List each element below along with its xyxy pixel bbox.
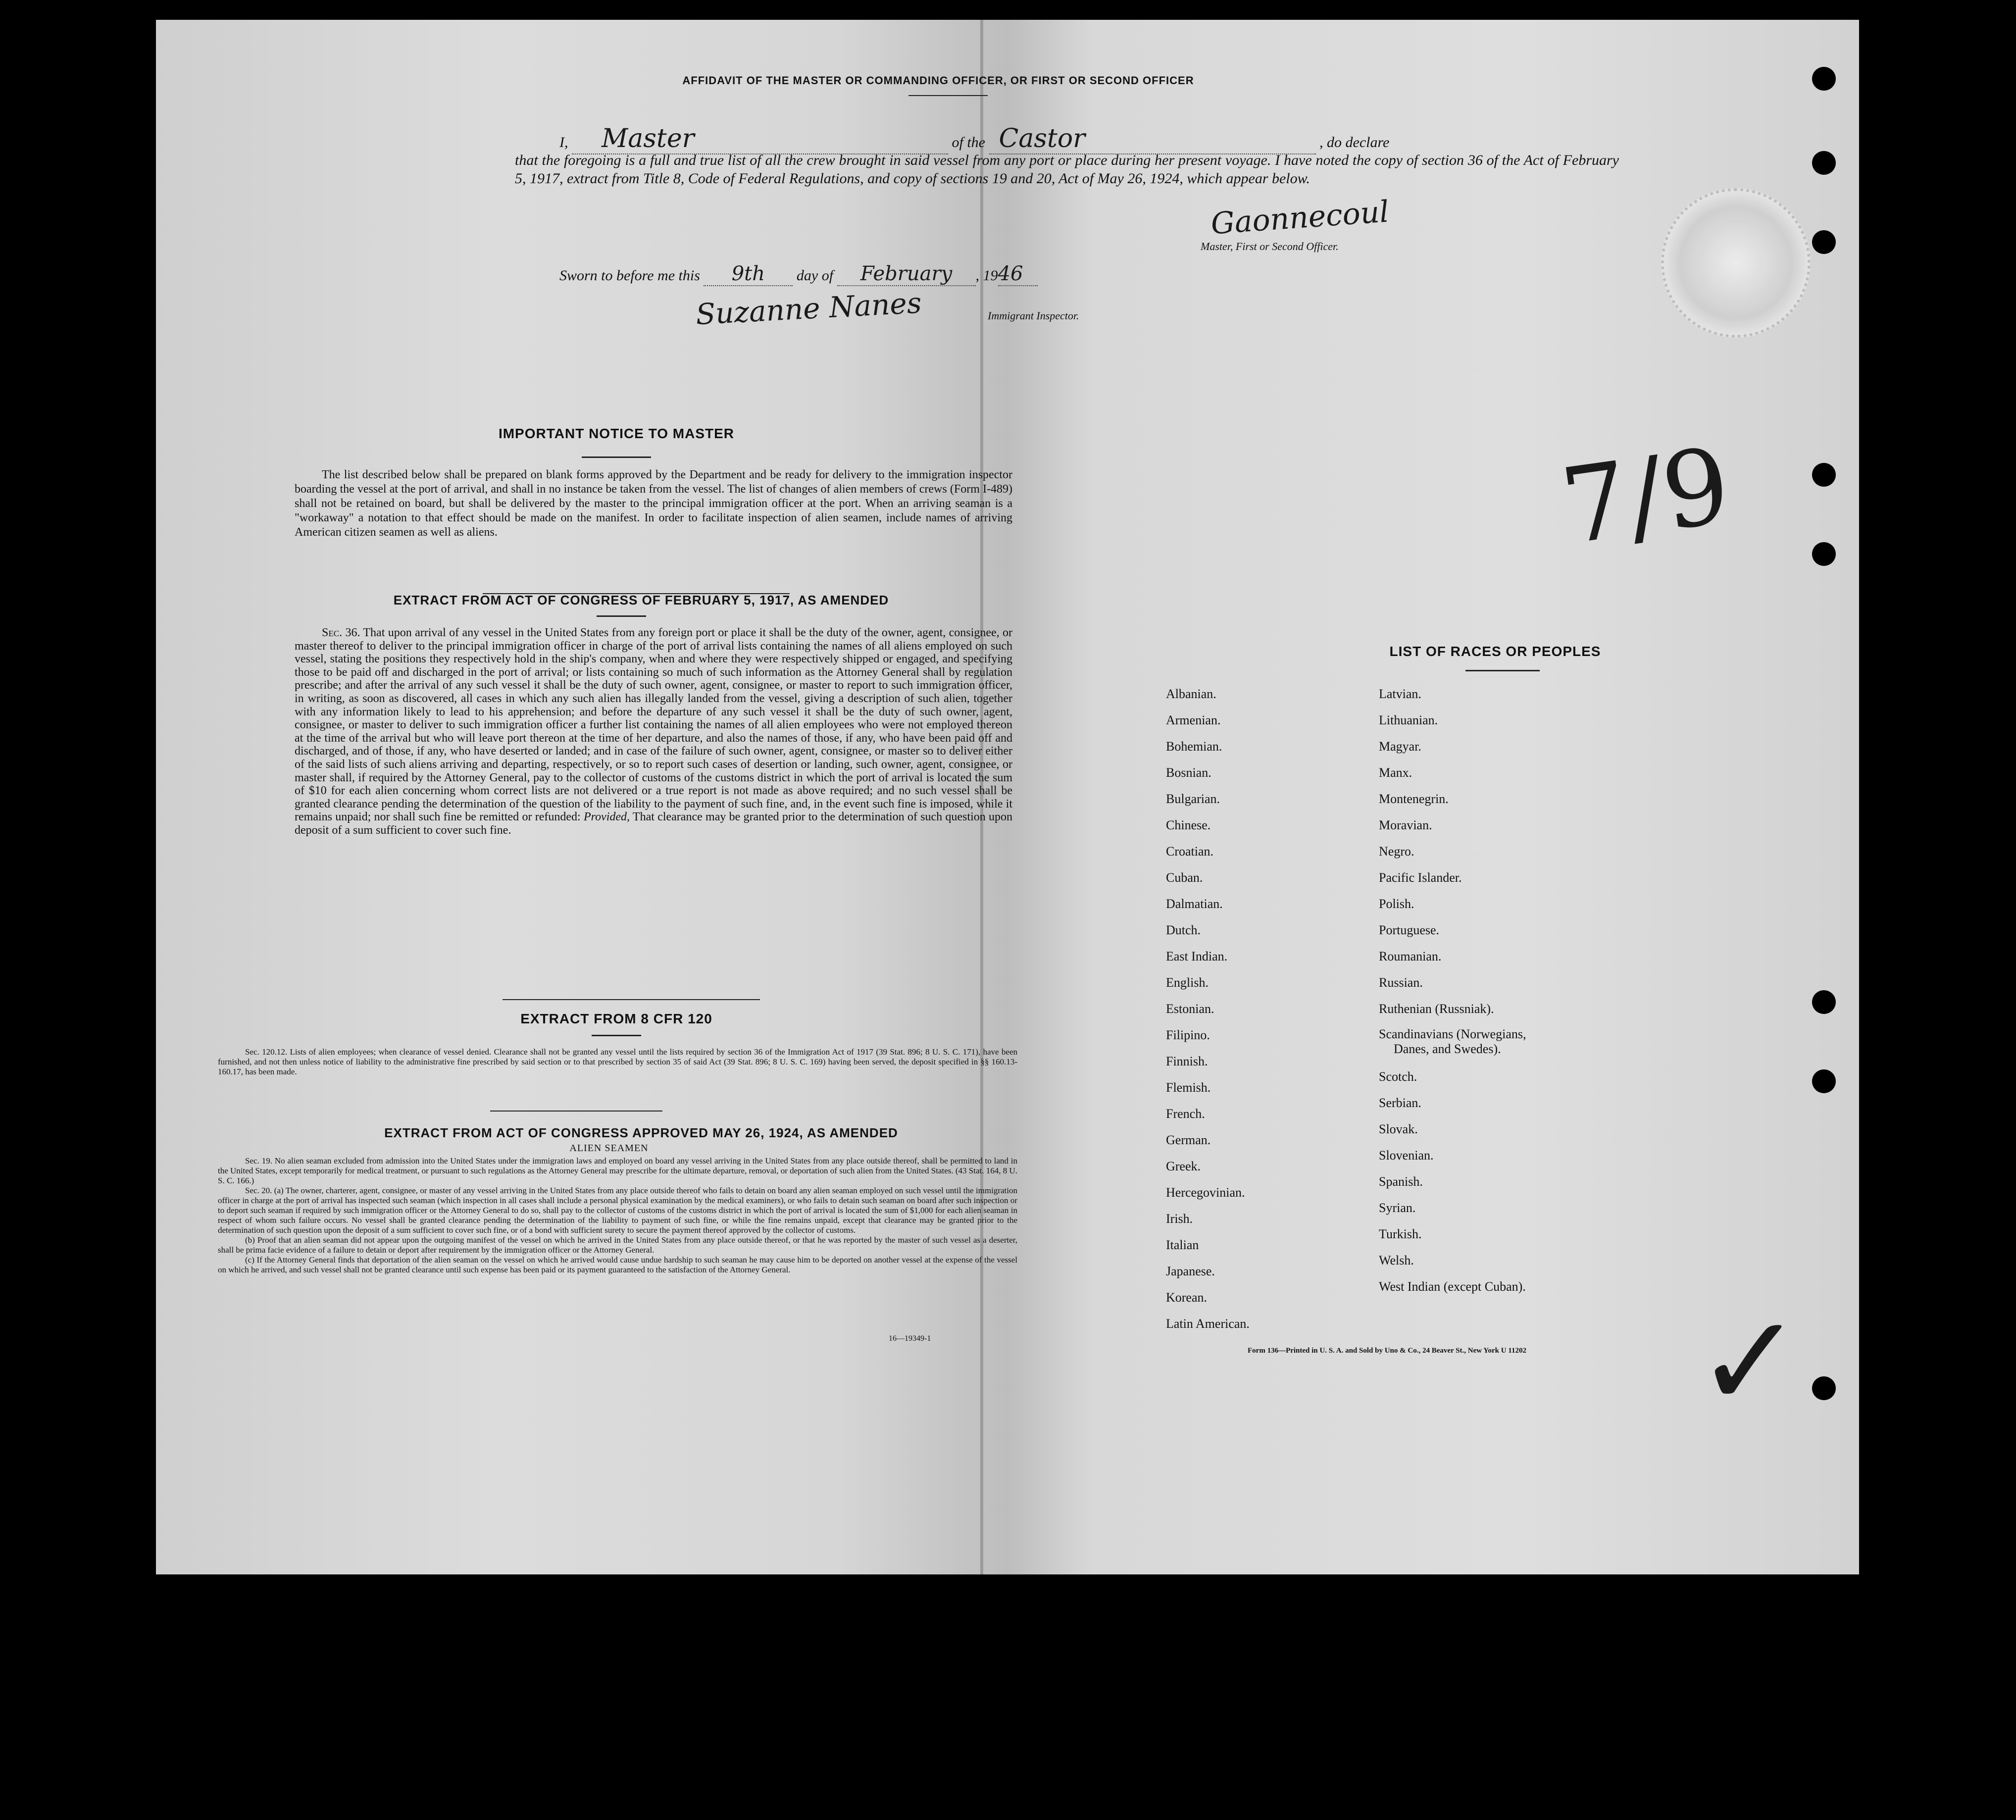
race-item: Russian.	[1379, 975, 1423, 990]
sec-20b-text: (b) Proof that an alien seaman did not appear upon the outgoing manifest of the vessel on which he arrived in the United States from any place outside thereof, or that he was reported by the master of such vessel as a deserter, shall be prima facie evidence of a failure to detain or deport after requirement by the immigration officer or the Attorney General.	[218, 1235, 1017, 1255]
sec-20a-text: Sec. 20. (a) The owner, charterer, agent, consignee, or master of any vessel arriving in the United States from any place outside thereof who fails to detain on board any alien seaman employed on such vessel until the immigration officer in charge at the port of arrival has inspected such seaman (which inspection in all cases shall include a personal physical examination by the medical examiners), or who fails to detain such seaman on board after such inspection or to deport such seaman if required by such immigration officer or the Attorney General to do so, shall pay to the collector of customs of the customs district in which the port of arrival is located the sum of $1,000 for each alien seaman in respect of whom such failure occurs. No vessel shall be granted clearance pending the determination of the liability to payment of such fine, or while the fine remains unpaid, except that clearance may be granted prior to the determination of such question upon the deposit of a sum sufficient to cover such fine, or of a bond with sufficient surety to secure the payment thereof approved by the collector of customs.	[218, 1186, 1017, 1235]
notice-title: IMPORTANT NOTICE TO MASTER	[498, 426, 735, 441]
extract-1917-body	[295, 626, 1012, 837]
affidavit-declaration-line	[559, 124, 1619, 154]
race-item: Lithuanian.	[1379, 713, 1438, 727]
binder-hole	[1812, 1069, 1836, 1093]
sworn-line	[559, 262, 1451, 286]
divider	[582, 456, 651, 458]
race-item: Latvian.	[1379, 687, 1421, 701]
sec-19-text: Sec. 19. No alien seaman excluded from admission into the United States under the immigration laws and employed on board any vessel arriving in the United States from any place outside thereof, shall be permitted to land in the United States, except temporarily for medical treatment, or pursuant to such regulations as the Attorney General may prescribe for the ultimate departure, removal, or deportation of such alien from the United States. (43 Stat. 164, 8 U. S. C. 166.)	[218, 1156, 1017, 1185]
race-item: Korean.	[1166, 1290, 1208, 1305]
race-item: Pacific Islander.	[1379, 870, 1462, 885]
affidavit-body: that the foregoing is a full and true list of all the crew brought in said vessel from any port or place during her present voyage. I have noted the copy of section 36 of the Act of February 5, 1917, extract from Title 8, Code of Federal Regulations, and copy of sections 19 and 20, Act of May 26, 1924, which appear below.	[515, 152, 1619, 187]
race-item: Hercegovinian.	[1166, 1185, 1245, 1200]
affidavit-title: AFFIDAVIT OF THE MASTER OR COMMANDING OFFICER, OR FIRST OR SECOND OFFICER	[682, 74, 1194, 87]
handwritten-check-mark: ✓	[1696, 1287, 1804, 1437]
extract-1917-title: EXTRACT FROM ACT OF CONGRESS OF FEBRUARY 5, 1917, AS AMENDED	[393, 593, 889, 607]
race-item: Moravian.	[1379, 818, 1432, 832]
sec-36-label: Sec. 36.	[322, 626, 360, 639]
race-item: Irish.	[1166, 1212, 1193, 1226]
race-item: Flemish.	[1166, 1080, 1211, 1095]
race-item: Latin American.	[1166, 1316, 1250, 1331]
handwritten-page-mark: 7/9	[1554, 424, 1737, 568]
form-number: 16—19349-1	[889, 1334, 931, 1343]
race-item: Ruthenian (Russniak).	[1379, 1002, 1494, 1016]
race-item: Magyar.	[1379, 739, 1421, 754]
vessel-name-handwriting: Castor	[989, 124, 1316, 154]
race-item: Bulgarian.	[1166, 792, 1220, 806]
binder-hole	[1812, 990, 1836, 1014]
divider	[908, 95, 988, 96]
divider	[597, 615, 646, 617]
race-item: Polish.	[1379, 897, 1414, 911]
sec-20c-text: (c) If the Attorney General finds that deportation of the alien seaman on the vessel on which he arrived would cause undue hardship to such seaman he may cause him to be deported on another vessel at the expense of the vessel on which he arrived, and such vessel shall not be granted clearance until such expense has been paid or its payment guaranteed to the satisfaction of the Attorney General.	[218, 1255, 1017, 1274]
notice-body: The list described below shall be prepared on blank forms approved by the Department and be ready for delivery to the immigration inspector boarding the vessel at the port of arrival, and shall in no instance be taken from the vessel. The list of changes of alien members of crews (Form I-489) shall not be retained on board, but shall be delivered by the master to the principal immigration officer at the port. When an arriving seaman is a "workaway" a notation to that effect should be made on the manifest. In order to facilitate inspection of alien seamen, include names of arriving American citizen seamen as well as aliens.	[295, 468, 1012, 539]
race-item: Finnish.	[1166, 1054, 1208, 1068]
race-item: West Indian (except Cuban).	[1379, 1279, 1526, 1294]
signature-caption: Master, First or Second Officer.	[1201, 240, 1339, 253]
race-item: Portuguese.	[1379, 923, 1440, 937]
sec-36-text-end: That clearance may be granted prior to the determination of such question upon deposit of a sum sufficient to cover such fine.	[295, 810, 1013, 837]
race-item: Scotch.	[1379, 1069, 1417, 1084]
race-item: East Indian.	[1166, 949, 1228, 963]
race-item: Serbian.	[1379, 1096, 1421, 1110]
race-item: Greek.	[1166, 1159, 1201, 1173]
year-handwriting: 46	[998, 262, 1038, 286]
divider	[503, 999, 760, 1000]
race-item: Slovak.	[1379, 1122, 1418, 1136]
inspector-signature: Suzanne Nanes	[695, 286, 923, 332]
binder-hole	[1812, 67, 1836, 91]
race-item: Turkish.	[1379, 1227, 1422, 1241]
label-do-declare: , do declare	[1319, 134, 1390, 151]
race-item: French.	[1166, 1107, 1205, 1121]
race-item: Bohemian.	[1166, 739, 1222, 754]
cfr-title: EXTRACT FROM 8 CFR 120	[520, 1011, 712, 1026]
race-item: Scandinavians (Norwegians,	[1379, 1027, 1526, 1041]
extract-1924-title: EXTRACT FROM ACT OF CONGRESS APPROVED MAY 26, 1924, AS AMENDED	[384, 1125, 898, 1140]
race-item: Montenegrin.	[1379, 792, 1449, 806]
binder-hole	[1812, 542, 1836, 566]
label-of-the: of the	[952, 134, 985, 151]
printer-footer: Form 136—Printed in U. S. A. and Sold by Uno & Co., 24 Beaver St., New York U 11202	[1248, 1347, 1526, 1355]
embossed-seal	[1661, 188, 1811, 338]
race-item: Manx.	[1379, 765, 1412, 780]
race-item: Italian	[1166, 1238, 1199, 1252]
race-item: Croatian.	[1166, 844, 1214, 859]
race-item: Cuban.	[1166, 870, 1203, 885]
race-item: Filipino.	[1166, 1028, 1210, 1042]
month-handwriting: February	[837, 262, 976, 286]
races-right-column	[1379, 681, 1656, 1300]
sworn-prefix: Sworn to before me this	[559, 267, 700, 284]
binder-hole	[1812, 1376, 1836, 1400]
divider	[490, 1111, 662, 1112]
cfr-body: Sec. 120.12. Lists of alien employees; when clearance of vessel denied. Clearance shall not be granted any vessel until the lists required by section 36 of the Immigration Act of 1917 (39 Stat. 896; 8 U. S. C. 171), have been furnished, and not then unless notice of liability to the administrative fine prescribed by said section or to that prescribed by section 35 of said Act (39 Stat. 896; 8 U. S. C. 169) having been served, the deposit specified in §§ 160.13-160.17, has been made.	[218, 1047, 1017, 1076]
divider	[1465, 670, 1540, 671]
race-item: German.	[1166, 1133, 1211, 1147]
document-page	[156, 20, 1859, 1574]
race-item: Dalmatian.	[1166, 897, 1223, 911]
race-item: Armenian.	[1166, 713, 1221, 727]
inspector-caption: Immigrant Inspector.	[988, 309, 1079, 322]
extract-1924-subtitle: ALIEN SEAMEN	[569, 1143, 649, 1154]
races-left-column	[1166, 681, 1374, 1337]
sec-36-text: That upon arrival of any vessel in the United States from any foreign port or place it shall be the duty of the owner, agent, consignee, or master thereof to deliver to the principal immigration officer in charge of the port of arrival lists containing the names of all aliens employed on such vessel, stating the positions they respectively hold in the ship's company, when and where they were respectively shipped or engaged, and specifying those to be paid off and discharged in the port of arrival; or lists containing so much of such information as the Attorney General shall by regulation prescribe; and after the arrival of any such vessel it shall be the duty of such owner, agent, consignee, or master to report to such immigration officer, in writing, as soon as discovered, all cases in which any such alien has illegally landed from the vessel, giving a description of such alien, together with any information likely to lead to his apprehension; and before the departure of any such vessel it shall be the duty of such owner, agent, consignee, or master to deliver to such immigration officer a further list containing the names of all alien employees who were not employed thereon at the time of the arrival but who will leave port thereon at the time of her departure, and also the names of those, if any, who have been paid off and discharged, and of those, if any, who have deserted or landed; and in case of the failure of such owner, agent, consignee, or master so to deliver either of the said lists of such aliens arriving and departing, respectively, or so to report such cases of desertion or landing, such owner, agent, consignee, or master shall, if required by the Attorney General, pay to the collector of customs of the customs district in which the port of arrival is located the sum of $10 for each alien concerning whom correct lists are not delivered or a true report is not made as above required; and no such vessel shall be granted clearance pending the determination of the question of the liability to the payment of such fine, and, in the event such fine is imposed, while it remains unpaid; nor shall such fine be remitted or refunded:	[295, 626, 1012, 824]
race-item: English.	[1166, 975, 1209, 990]
binder-hole	[1812, 151, 1836, 175]
race-item: Slovenian.	[1379, 1148, 1434, 1163]
race-item: Roumanian.	[1379, 949, 1442, 963]
race-item: Chinese.	[1166, 818, 1211, 832]
races-title: LIST OF RACES OR PEOPLES	[1389, 644, 1601, 659]
race-item: Estonian.	[1166, 1002, 1214, 1016]
provided-word: Provided,	[583, 810, 630, 824]
race-item: Syrian.	[1379, 1201, 1416, 1215]
race-item: Japanese.	[1166, 1264, 1215, 1278]
binder-hole	[1812, 463, 1836, 487]
divider	[592, 1035, 641, 1036]
race-item: Negro.	[1379, 844, 1414, 859]
race-item: Albanian.	[1166, 687, 1216, 701]
master-signature: Gaonnecoul	[1210, 194, 1390, 242]
label-day-of: day of	[796, 267, 834, 284]
race-item: Dutch.	[1166, 923, 1201, 937]
race-item: Spanish.	[1379, 1174, 1423, 1189]
year-prefix: , 19	[975, 267, 998, 284]
race-item: Welsh.	[1379, 1253, 1414, 1267]
extract-1924-body	[218, 1156, 1017, 1275]
day-handwriting: 9th	[704, 262, 793, 286]
binder-hole	[1812, 230, 1836, 254]
race-item: Danes, and Swedes).	[1394, 1042, 1501, 1056]
master-handwriting: Master	[572, 124, 948, 154]
race-item: Bosnian.	[1166, 765, 1211, 780]
label-i: I,	[559, 134, 568, 151]
